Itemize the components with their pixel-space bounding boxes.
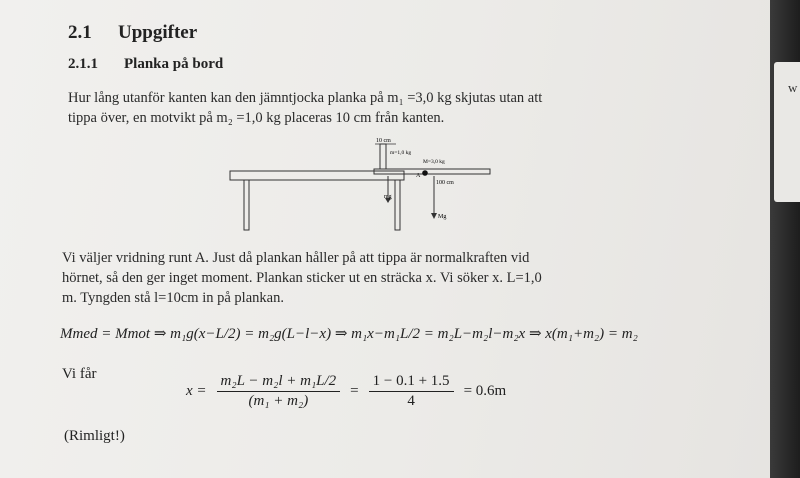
section-heading xyxy=(68,22,197,44)
adjacent-sheet-letter: w xyxy=(788,80,798,95)
section-title: Uppgifter xyxy=(118,22,198,43)
problem-line-2: tippa över, en motvikt på m₂ =1,0 kg placeras 10 cm från kanten. xyxy=(68,110,445,126)
fraction-1-numerator: m₂L − m₂l + m₁L/2 xyxy=(217,372,341,392)
remark: (Rimligt!) xyxy=(64,428,125,444)
label-10cm: 10 cm xyxy=(376,138,391,144)
table-top xyxy=(230,171,404,180)
vi-far-label: Vi får xyxy=(62,366,97,382)
section-number: 2.1 xyxy=(68,22,92,43)
moment-equation: Mmed = Mmot ⇒ m₁g(x−L/2) = m₂g(L−l−x) ⇒ m₁x−m₁L/2 = m₂L−m₂l−m₂x ⇒ x(m₁+m₂) = m₂ xyxy=(60,326,638,342)
label-m1: m=1,0 kg xyxy=(390,150,412,156)
subsection-number: 2.1.1 xyxy=(68,56,98,72)
label-A: A xyxy=(416,173,421,179)
pivot-point xyxy=(422,170,428,176)
fraction-2-numerator: 1 − 0.1 + 1.5 xyxy=(369,372,454,392)
subsection-title: Planka på bord xyxy=(124,56,224,72)
table-leg-right xyxy=(395,180,400,230)
formula-equals: = xyxy=(350,383,359,399)
result-formula xyxy=(180,372,512,411)
fraction-2-denominator: 4 xyxy=(407,393,415,409)
screen-edge xyxy=(770,0,800,478)
solution-text xyxy=(62,248,542,308)
solution-line-2: hörnet, så den ger inget moment. Plankan sticker ut en sträcka x. Vi söker x. L=1,0 xyxy=(62,270,542,286)
solution-line-1: Vi väljer vridning runt A. Just då plankan håller på att tippa är normalkraften vid xyxy=(62,250,530,266)
subsection-heading xyxy=(68,56,223,73)
formula-fraction-2 xyxy=(369,372,454,411)
problem-line-1: Hur lång utanför kanten kan den jämntjocka planka på m₁ =3,0 kg skjutas utan att xyxy=(68,90,543,106)
table-leg-left xyxy=(244,180,249,230)
solution-line-3: m. Tyngden stå l=10cm in på plankan. xyxy=(62,290,284,306)
adjacent-sheet xyxy=(774,62,800,202)
label-Mg: Mg xyxy=(438,214,447,220)
arrowhead-Mg xyxy=(431,213,437,219)
label-mg: mg xyxy=(384,194,392,200)
formula-fraction-1 xyxy=(217,372,341,411)
label-100cm: 100 cm xyxy=(436,180,454,186)
problem-text xyxy=(68,88,542,128)
fraction-1-denominator: (m₁ + m₂) xyxy=(248,393,309,409)
plank-diagram xyxy=(224,134,494,236)
counterweight xyxy=(380,144,386,169)
formula-result: = 0.6m xyxy=(463,383,507,399)
formula-lhs: x = xyxy=(186,383,207,399)
label-M: M=3,0 kg xyxy=(423,159,445,165)
